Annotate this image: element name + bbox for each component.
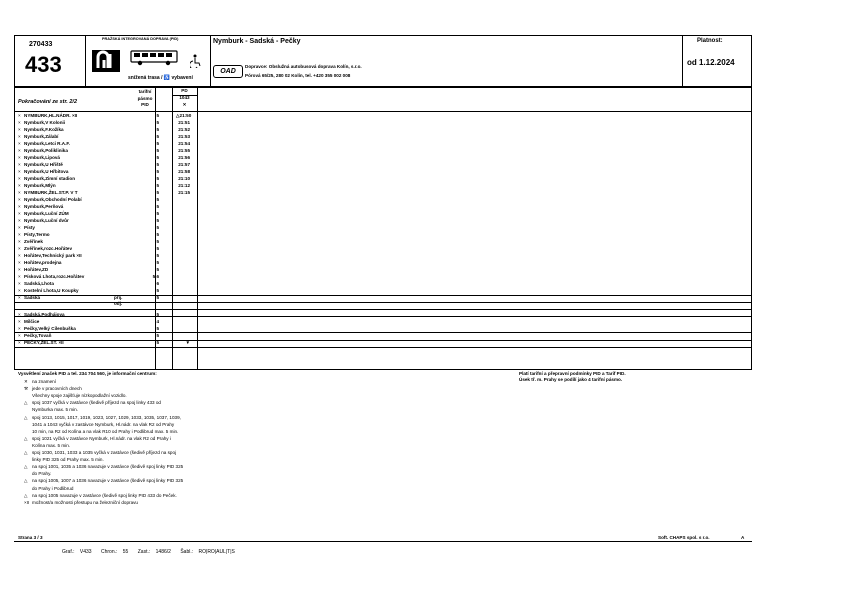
- stop-zone: 5: [156, 267, 159, 272]
- carrier-logo: OAD: [213, 65, 243, 78]
- bus-icon: [130, 50, 178, 66]
- note-symbol: △: [24, 400, 28, 406]
- stop-zone: 5: [156, 295, 159, 300]
- stop-symbol: ×: [18, 120, 21, 125]
- stop-symbol: ×: [18, 340, 21, 346]
- note-item: [24, 464, 183, 470]
- stop-zone: 5: [156, 148, 159, 153]
- stop-time: 21:56: [178, 155, 190, 160]
- stop-symbol: ×: [18, 246, 21, 251]
- stop-zone: 5: [156, 225, 159, 230]
- stop-symbol: ×: [18, 134, 21, 139]
- stop-name: Nymburk,Luční dvůr: [24, 218, 69, 223]
- footer-rule: [14, 541, 752, 542]
- stop-time: 21:10: [178, 176, 190, 181]
- stop-name: Sadská,Lhota: [24, 281, 54, 286]
- validity-date: od 1.12.2024: [687, 58, 735, 67]
- stop-zone: 5: [156, 253, 159, 258]
- note-symbol: ⚒: [24, 386, 29, 392]
- note-text: linky PID 325 od Prahy max. 5 min.: [32, 457, 104, 463]
- arrival-label: příj.: [114, 295, 123, 300]
- stop-name: Zvěřínek: [24, 239, 43, 244]
- stop-zone: 5: [156, 288, 159, 293]
- stop-name: Hořátev,Technický park ×II: [24, 253, 82, 258]
- stop-name: Nymburk,Zálabí: [24, 134, 59, 139]
- stop-symbol: ×: [18, 225, 21, 230]
- stop-zone: 5: [156, 141, 159, 146]
- stop-time: 21:52: [178, 127, 190, 132]
- note-symbol: ×II: [24, 499, 30, 505]
- stop-symbol: ×: [18, 295, 21, 300]
- stop-zone: 5: [156, 197, 159, 202]
- stop-zone: 5: [156, 113, 159, 118]
- note-text: Kolína max. 5 min.: [32, 442, 71, 448]
- stop-zone: 5: [156, 340, 159, 346]
- zast: 1486/2: [155, 549, 171, 555]
- stop-zone: 5: [156, 333, 159, 339]
- stop-symbol: ×: [18, 267, 21, 272]
- stop-symbol: ×: [18, 288, 21, 293]
- stop-time: 21:58: [178, 169, 190, 174]
- note-item: [24, 386, 82, 392]
- note-symbol: △: [24, 414, 28, 420]
- stop-zone: 4: [156, 319, 159, 325]
- note-symbol: △: [24, 435, 28, 441]
- note-text: spoj 1030, 1031, 1033 a 1035 vyčká v zastávce (šedivě příjezd na spoj: [32, 450, 177, 455]
- stop-time: 21:15: [178, 190, 190, 195]
- stop-symbol: ×: [18, 218, 21, 223]
- stop-time: 21:51: [178, 120, 190, 125]
- stop-name: Sadská: [24, 295, 41, 300]
- trip-number: 1043: [179, 95, 190, 100]
- stop-symbol: ×: [18, 260, 21, 265]
- stop-zone: 5: [156, 169, 159, 174]
- system-cell: [86, 36, 211, 86]
- page-number: Strana 3 / 3: [18, 535, 43, 540]
- validity-label: Platnost:: [697, 38, 723, 44]
- stop-zone: 5: [156, 190, 159, 195]
- stop-zone: 5: [156, 218, 159, 223]
- stop-symbol: ×: [18, 113, 21, 118]
- trip-symbol: ✕: [182, 102, 187, 107]
- direction-label: Pokračování ze str. 2/2: [18, 99, 78, 105]
- stop-time: △21:50: [176, 113, 192, 118]
- version: A: [741, 535, 745, 540]
- stop-time: ▼: [185, 340, 190, 346]
- stop-symbol: ×: [18, 312, 21, 318]
- stop-name: Nymburk,Lipová: [24, 155, 60, 160]
- line-number-cell: [15, 36, 86, 86]
- stop-name: Pečky,Velký Cilenbuška: [24, 326, 76, 332]
- note-item: [24, 471, 51, 477]
- stop-name: NYMBURK,HL.NÁDR. ×II: [24, 113, 78, 118]
- note-text: do Prahy.: [32, 471, 52, 477]
- stop-zone: 5: [156, 312, 159, 318]
- stop-zone: 5: [156, 246, 159, 251]
- note-text: možnost/a možnosti přestupu na železniční dopravu: [32, 499, 138, 505]
- stop-symbol: ×: [18, 281, 21, 286]
- stop-name: Nymburk,U Hřbitova: [24, 169, 69, 174]
- stop-name: Písty,Termo: [24, 232, 50, 237]
- line-number: 433: [25, 52, 62, 77]
- note-text: na spoj 1005 navazuje v zastávce (šedivě spoj linky PID 433 do Peček.: [32, 492, 177, 498]
- note-text: 1041 a 1043 vyčká v zastávce Nymburk, Hl.nádr. na vlak R2 od Prahy: [32, 421, 175, 427]
- stop-zone: 5: [156, 204, 159, 209]
- stop-symbol: ×: [18, 232, 21, 237]
- stop-symbol: ×: [18, 326, 21, 332]
- note-item: [24, 450, 176, 456]
- stop-symbol: ×: [18, 148, 21, 153]
- stop-name: Nymburk,F.Kožíka: [24, 127, 64, 132]
- note-item: [24, 379, 56, 385]
- stop-name: Nymburk,U Hřiště: [24, 162, 63, 167]
- footer-meta: Graf.: V433 Chron.: 55 Zast.: 1486/2 Šabl.: RO|RO|AUL|T|S: [62, 549, 235, 555]
- zone-header: tarifní pásmo PID: [137, 89, 153, 107]
- note-symbol: △: [24, 478, 28, 484]
- stop-zone: 5: [156, 120, 159, 125]
- route-cell: [211, 36, 683, 86]
- stop-zone: 5,6: [152, 274, 159, 279]
- stop-zone: 5: [156, 232, 159, 237]
- stop-name: NYMBURK,ŽEL.ST.P. V T: [24, 190, 78, 195]
- trip-header: PD: [181, 88, 188, 93]
- note-item: [24, 393, 127, 399]
- stop-symbol: ×: [18, 211, 21, 216]
- note-symbol: ✕: [24, 379, 28, 384]
- line-code: 270433: [29, 41, 53, 48]
- note-item: [24, 486, 73, 492]
- stop-name: Hořátev,prodejna: [24, 260, 62, 265]
- stop-time: 21:54: [178, 141, 190, 146]
- software-credit: Soft. CHAPS spol. s r.o.: [658, 535, 710, 540]
- stop-time: 21:55: [178, 148, 190, 153]
- stop-name: PEČKY,ŽEL.ST. ×II: [24, 340, 64, 346]
- stop-time: 21:57: [178, 162, 190, 167]
- stop-name: Nymburk,Mlýn: [24, 183, 56, 188]
- sabl: RO|RO|AUL|T|S: [198, 549, 235, 555]
- stop-zone: 6: [156, 281, 159, 286]
- stop-zone: 5: [156, 239, 159, 244]
- wheelchair-icon: [190, 54, 202, 68]
- stop-symbol: ×: [18, 155, 21, 160]
- chron: 55: [122, 549, 129, 555]
- note-text: na znamení: [32, 379, 57, 384]
- note-item: [24, 436, 171, 442]
- stop-zone: 5: [156, 183, 159, 188]
- stop-name: Nymburk,Perňová: [24, 204, 64, 209]
- stop-symbol: ×: [18, 239, 21, 244]
- note-item: [24, 457, 104, 463]
- note-item: [24, 500, 138, 506]
- timetable-grid: [14, 87, 752, 370]
- departure-label: odj.: [114, 301, 123, 306]
- stop-name: Nymburk,Letci R.A.F.: [24, 141, 70, 146]
- stop-zone: 5: [156, 155, 159, 160]
- note-item: [24, 400, 161, 406]
- note-symbol: △: [24, 464, 28, 470]
- notes-header: Vysvětlení značek PID a tel. 234 704 560, je informační centrum:: [18, 371, 157, 376]
- operator-system: PRAŽSKÁ INTEGROVANÁ DOPRAVA (PID): [102, 37, 179, 41]
- note-text: spoj 1013, 1015, 1017, 1019, 1023, 1027, 1029, 1033, 1035, 1037, 1039,: [32, 414, 181, 420]
- note-symbol: △: [24, 492, 28, 498]
- stop-symbol: ×: [18, 190, 21, 195]
- stop-name: Hořátev,ZD: [24, 267, 49, 272]
- note-text: spoj 1037 vyčká v zastávce (šedivě příjezd na spoj linky 433 od: [32, 400, 161, 406]
- tariff-note-2: Úsek tř. m. Prahy se podílí jako 4 tarifní pásmo.: [519, 377, 623, 382]
- stop-name: Nymburk,Zimní stadion: [24, 176, 76, 181]
- note-text: 10 min, na R2 od Kolína a na vlak R10 od Prahy i Podlibrud max. 5 min.: [32, 428, 179, 434]
- carrier-line-2: Pórová 65/25, 280 02 Kolín, tel. +420 355 002 008: [245, 73, 351, 78]
- note-symbol: △: [24, 450, 28, 455]
- stop-zone: 5: [156, 326, 159, 332]
- route-title: Nymburk - Sadská - Pečky: [213, 38, 301, 45]
- stop-symbol: ×: [18, 183, 21, 188]
- stop-name: Pečky,Tovaň: [24, 333, 52, 339]
- note-text: do Prahy i Podlibrud: [32, 485, 74, 491]
- stop-symbol: ×: [18, 162, 21, 167]
- stop-name: Kostelní Lhota,U Koupky: [24, 288, 79, 293]
- note-text: spoj 1021 vyčká v zastávce Nymburk, Hl.nádr. na vlak R2 od Prahy i: [32, 435, 171, 441]
- note-item: [24, 478, 183, 484]
- note-item: [24, 422, 174, 428]
- stop-symbol: ×: [18, 319, 21, 325]
- stop-name: Nymburk,Obchodní Polabí: [24, 197, 82, 202]
- note-text: jede v pracovních dnech: [32, 386, 82, 392]
- grafikon: V433: [79, 549, 92, 555]
- accessibility-note: snížená trasa / ♿ vybavení: [128, 75, 193, 81]
- note-text: Nymburka max. 5 min.: [32, 407, 78, 413]
- stop-symbol: ×: [18, 253, 21, 258]
- stop-symbol: ×: [18, 169, 21, 174]
- stop-symbol: ×: [18, 204, 21, 209]
- stop-symbol: ×: [18, 333, 21, 339]
- stop-name: Nymburk,Poliklinika: [24, 148, 68, 153]
- stop-symbol: ×: [18, 274, 21, 279]
- stop-time: 21:53: [178, 134, 190, 139]
- timetable-header: [14, 35, 752, 87]
- note-item: [24, 415, 181, 421]
- note-item: [24, 493, 177, 499]
- stop-name: Písty: [24, 225, 35, 230]
- stop-time: 21:12: [178, 183, 190, 188]
- stop-symbol: ×: [18, 197, 21, 202]
- note-item: [24, 407, 78, 413]
- note-text: na spoj 1005, 1007 a 1036 navazuje v zastávce (šedivě spoj linky PID 325: [32, 478, 184, 484]
- tariff-note-1: Platí tarifní a přepravní podmínky PID a Tarif PID.: [519, 371, 626, 376]
- stop-zone: 5: [156, 176, 159, 181]
- stop-symbol: ×: [18, 176, 21, 181]
- carrier-line-1: Dopravce: Obslužná autobusová doprava Kolín, s.r.o.: [245, 64, 362, 69]
- stop-name: Nymburk,Luční ZÚM: [24, 211, 69, 216]
- stop-name: Nymburk,V Kolonii: [24, 120, 66, 125]
- note-item: [24, 443, 70, 449]
- stop-name: Sadská,Podhájova: [24, 312, 65, 318]
- stop-zone: 5: [156, 134, 159, 139]
- pid-logo-icon: [92, 50, 120, 72]
- note-item: [24, 429, 178, 435]
- stop-symbol: ×: [18, 127, 21, 132]
- stop-symbol: ×: [18, 141, 21, 146]
- stop-name: Písková Lhota,rozc.Hořátev: [24, 274, 85, 279]
- stop-name: Milčice: [24, 319, 40, 325]
- note-text: Všechny spoje zajišťuje nízkopodlažní vozidlo.: [32, 393, 127, 399]
- stop-zone: 5: [156, 162, 159, 167]
- note-text: na spoj 1001, 1035 a 1036 navazuje v zastávce (šedivě spoj linky PID 325: [32, 464, 184, 470]
- stop-name: Zvěřínek,rozc.Hořátev: [24, 246, 72, 251]
- stop-zone: 5: [156, 127, 159, 132]
- stop-zone: 5: [156, 260, 159, 265]
- stop-zone: 5: [156, 211, 159, 216]
